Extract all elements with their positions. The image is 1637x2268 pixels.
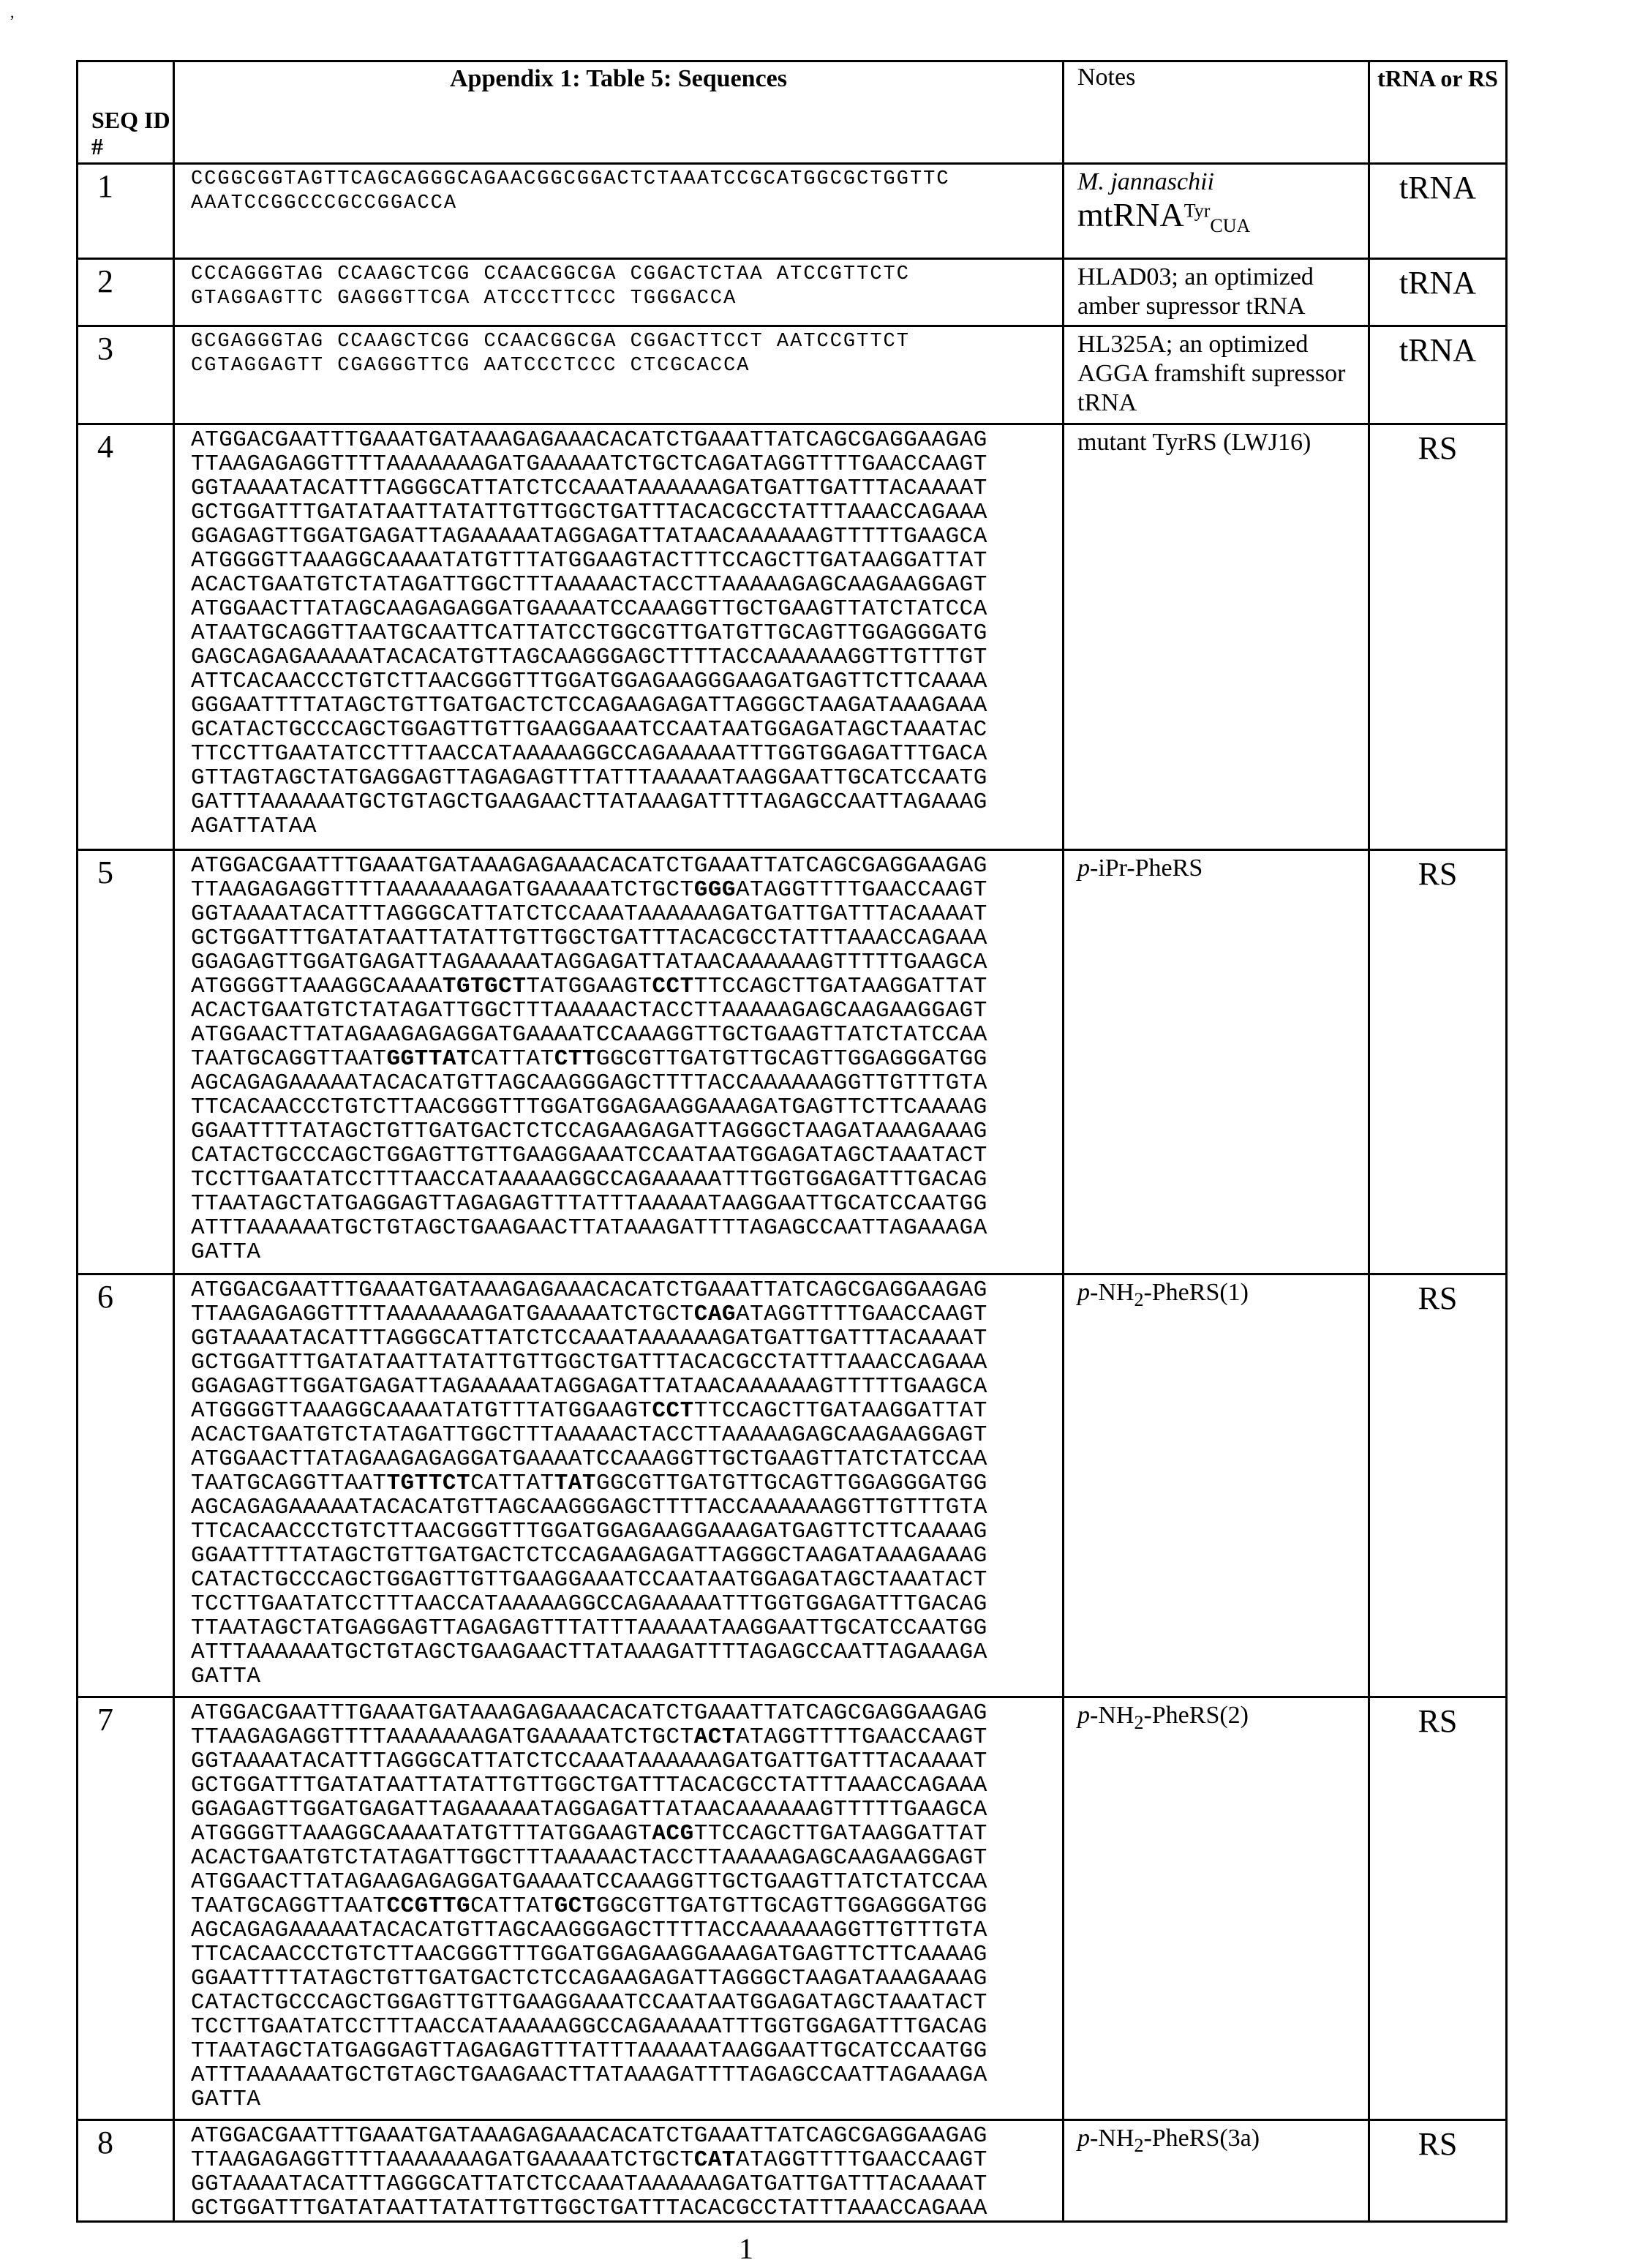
sequence-segment: ATAGGTTTTGAACCAAGT bbox=[736, 1302, 987, 1327]
sequence-line bbox=[191, 2039, 1062, 2063]
sequence-line bbox=[191, 645, 1062, 669]
sequence-segment: GATTTAAAAAATGCTGTAGCTGAAGAACTTATAAAGATTTTAGAGCCAATTAGAAAG bbox=[191, 789, 987, 815]
sequence-segment: GGCGTTGATGTTGCAGTTGGAGGGATGG bbox=[596, 1893, 987, 1919]
sequence-line bbox=[191, 573, 1062, 597]
sequence-line bbox=[191, 1144, 1062, 1168]
table-header-row bbox=[78, 61, 1507, 164]
sequence-line bbox=[191, 694, 1062, 718]
sequence-line bbox=[191, 1616, 1062, 1640]
sequence-line bbox=[191, 2196, 1062, 2220]
sequence-line bbox=[191, 1773, 1062, 1798]
sequence-segment: GATTA bbox=[191, 1239, 261, 1265]
sequence-segment: ATGGAACTTATAGCAAGAGAGGATGAAAATCCAAAGGTTGCTGAAGTTATCTATCCA bbox=[191, 596, 987, 622]
sequence-segment: TTAAGAGAGGTTTTAAAAAAAGATGAAAAATCTGCT bbox=[191, 2147, 694, 2173]
type-label: RS bbox=[1369, 424, 1507, 850]
sequence-line bbox=[191, 330, 1062, 354]
notes-text: -NH bbox=[1090, 1702, 1134, 1729]
seq-id: 2 bbox=[78, 259, 174, 326]
notes-text: -iPr-PheRS bbox=[1090, 855, 1203, 882]
sequence bbox=[174, 326, 1064, 424]
sequence-line bbox=[191, 878, 1062, 902]
sequence-segment: ATGGGGTTAAAGGCAAAATATGTTTATGGAAGTACTTTCCAGCTTGATAAGGATTAT bbox=[191, 548, 987, 574]
notes-text: -NH bbox=[1090, 1279, 1134, 1306]
mutation-codon: TAT bbox=[554, 1471, 596, 1496]
table-row bbox=[78, 164, 1507, 259]
sequence-segment: AGATTATAA bbox=[191, 814, 317, 839]
table-row bbox=[78, 259, 1507, 326]
type-label: RS bbox=[1369, 2120, 1507, 2222]
sequence-line bbox=[191, 1942, 1062, 1967]
sequence-line bbox=[191, 1326, 1062, 1351]
sequence-segment: TATGGAAGT bbox=[526, 974, 652, 999]
notes bbox=[1064, 424, 1369, 850]
notes bbox=[1064, 259, 1369, 326]
sequence-segment: TTAAGAGAGGTTTTAAAAAAAGATGAAAAATCTGCT bbox=[191, 1302, 694, 1327]
sequence-line bbox=[191, 2124, 1062, 2148]
sequence-segment: ATTTAAAAAATGCTGTAGCTGAAGAACTTATAAAGATTTTAGAGCCAATTAGAAAGA bbox=[191, 1215, 987, 1241]
seq-id: 5 bbox=[78, 850, 174, 1274]
sequence-line bbox=[191, 1192, 1062, 1216]
scan-mark: , bbox=[10, 3, 15, 22]
sequence-segment: ATGGACGAATTTGAAATGATAAAGAGAAACACATCTGAAATTATCAGCGAGGAAGAG bbox=[191, 1700, 987, 1726]
sequence-segment: TTAAGAGAGGTTTTAAAAAAAGATGAAAAATCTGCT bbox=[191, 877, 694, 903]
sequence-line bbox=[191, 2063, 1062, 2087]
sequence-segment: GTAGGAGTTC GAGGGTTCGA ATCCCTTCCC TGGGACCA bbox=[191, 288, 737, 309]
sequence-segment: GGAATTTTATAGCTGTTGATGACTCTCCAGAAGAGATTAGGGCTAAGATAAAGAAAG bbox=[191, 1543, 987, 1569]
notes-text: -PheRS(1) bbox=[1143, 1279, 1249, 1306]
sequence-line bbox=[191, 452, 1062, 476]
sequence bbox=[174, 2120, 1064, 2222]
seq-id: 6 bbox=[78, 1274, 174, 1697]
sequence-segment: ACACTGAATGTCTATAGATTGGCTTTAAAAACTACCTTAAAAAGAGCAAGAAGGAGT bbox=[191, 572, 987, 598]
table-row bbox=[78, 1274, 1507, 1697]
sequence-line bbox=[191, 1447, 1062, 1471]
notes-text: M. jannaschii bbox=[1077, 168, 1214, 195]
sequence-segment: GGAGAGTTGGATGAGATTAGAAAAATAGGAGATTATAACAAAAAAGTTTTTGAAGCA bbox=[191, 950, 987, 975]
notes-text: CUA bbox=[1210, 215, 1250, 236]
sequence-segment: GGGAATTTTATAGCTGTTGATGACTCTCCAGAAGAGATTAGGGCTAAGATAAAGAAA bbox=[191, 693, 987, 718]
sequence-segment: GGTAAAATACATTTAGGGCATTATCTCCAAATAAAAAAGATGATTGATTTACAAAAT bbox=[191, 901, 987, 927]
sequence-line bbox=[191, 2087, 1062, 2111]
sequence-segment: GGAATTTTATAGCTGTTGATGACTCTCCAGAAGAGATTAGGGCTAAGATAAAGAAAG bbox=[191, 1119, 987, 1144]
sequence-segment: GCTGGATTTGATATAATTATATTGTTGGCTGATTTACACGCCTATTTAAACCAGAAA bbox=[191, 500, 987, 525]
sequence-line bbox=[191, 1798, 1062, 1822]
sequence-segment: AGCAGAGAAAAATACACATGTTAGCAAGGGAGCTTTTACCAAAAAAGGTTGTTTGTA bbox=[191, 1918, 987, 1943]
type-label: tRNA bbox=[1369, 326, 1507, 424]
sequence-line bbox=[191, 1664, 1062, 1689]
sequence-segment: TTCCAGCTTGATAAGGATTAT bbox=[694, 1821, 987, 1847]
sequence-line bbox=[191, 1495, 1062, 1520]
notes-text: 2 bbox=[1134, 2135, 1143, 2156]
sequence-segment: TCCTTGAATATCCTTTAACCATAAAAAGGCCAGAAAAATTTGGTGGAGATTTGACAG bbox=[191, 1167, 987, 1193]
sequence-line bbox=[191, 1967, 1062, 1991]
sequence-segment: TTCCAGCTTGATAAGGATTAT bbox=[694, 974, 987, 999]
notes bbox=[1064, 2120, 1369, 2222]
seq-id: 1 bbox=[78, 164, 174, 259]
page-number: 1 bbox=[739, 2233, 753, 2265]
notes-text: mutant TyrRS (LWJ16) bbox=[1077, 429, 1311, 456]
sequence-segment: ACACTGAATGTCTATAGATTGGCTTTAAAAACTACCTTAAAAAGAGCAAGAAGGAGT bbox=[191, 998, 987, 1024]
sequence-line bbox=[191, 1870, 1062, 1894]
sequence-line bbox=[191, 999, 1062, 1023]
seq-id: 7 bbox=[78, 1697, 174, 2120]
sequence-segment: CATACTGCCCAGCTGGAGTTGTTGAAGGAAATCCAATAATGGAGATAGCTAAATACT bbox=[191, 1143, 987, 1168]
sequence-segment: ATAGGTTTTGAACCAAGT bbox=[736, 1724, 987, 1750]
sequence-line bbox=[191, 1071, 1062, 1095]
sequence-segment: TTCCAGCTTGATAAGGATTAT bbox=[694, 1398, 987, 1424]
sequence-segment: CATTAT bbox=[470, 1893, 554, 1919]
table-row bbox=[78, 326, 1507, 424]
sequence-line bbox=[191, 597, 1062, 621]
sequence-line bbox=[191, 902, 1062, 926]
sequence-line bbox=[191, 1240, 1062, 1264]
sequence-segment: CATACTGCCCAGCTGGAGTTGTTGAAGGAAATCCAATAATGGAGATAGCTAAATACT bbox=[191, 1567, 987, 1593]
sequence-line bbox=[191, 621, 1062, 645]
sequence-segment: GGAATTTTATAGCTGTTGATGACTCTCCAGAAGAGATTAGGGCTAAGATAAAGAAAG bbox=[191, 1966, 987, 1991]
sequence-segment: GGTAAAATACATTTAGGGCATTATCTCCAAATAAAAAAGATGATTGATTTACAAAAT bbox=[191, 1326, 987, 1351]
header-type: tRNA or RS bbox=[1369, 61, 1507, 164]
sequence-line bbox=[191, 1846, 1062, 1870]
notes bbox=[1064, 850, 1369, 1274]
sequence-segment: CCGGCGGTAGTTCAGCAGGGCAGAACGGCGGACTCTAAATCCGCATGGCGCTGGTTC bbox=[191, 168, 950, 190]
sequence-segment: AGCAGAGAAAAATACACATGTTAGCAAGGGAGCTTTTACCAAAAAAGGTTGTTTGTA bbox=[191, 1070, 987, 1096]
sequence-segment: CATTAT bbox=[470, 1471, 554, 1496]
sequence-segment: GCTGGATTTGATATAATTATATTGTTGGCTGATTTACACGCCTATTTAAACCAGAAA bbox=[191, 1350, 987, 1375]
sequence-segment: ATAATGCAGGTTAATGCAATTCATTATCCTGGCGTTGATGTTGCAGTTGGAGGGATG bbox=[191, 620, 987, 646]
sequence-segment: TTCACAACCCTGTCTTAACGGGTTTGGATGGAGAAGGAAAGATGAGTTCTTCAAAAG bbox=[191, 1519, 987, 1544]
mutation-codon: GGG bbox=[694, 877, 736, 903]
notes-text: -PheRS(3a) bbox=[1143, 2125, 1260, 2152]
seq-id: 4 bbox=[78, 424, 174, 850]
sequence-line bbox=[191, 766, 1062, 790]
sequence-segment: GCATACTGCCCAGCTGGAGTTGTTGAAGGAAATCCAATAATGGAGATAGCTAAATAC bbox=[191, 717, 987, 743]
sequence-segment: ATGGGGTTAAAGGCAAAA bbox=[191, 974, 443, 999]
sequence-segment: TTCACAACCCTGTCTTAACGGGTTTGGATGGAGAAGGAAAGATGAGTTCTTCAAAAG bbox=[191, 1942, 987, 1967]
sequence-segment: GGCGTTGATGTTGCAGTTGGAGGGATGG bbox=[596, 1046, 987, 1072]
sequence-segment: TAATGCAGGTTAAT bbox=[191, 1046, 386, 1072]
sequence-segment: ACACTGAATGTCTATAGATTGGCTTTAAAAACTACCTTAAAAAGAGCAAGAAGGAGT bbox=[191, 1422, 987, 1448]
sequence-segment: GATTA bbox=[191, 2087, 261, 2112]
sequence-line bbox=[191, 1749, 1062, 1773]
sequence bbox=[174, 1274, 1064, 1697]
sequence-segment: TTCCTTGAATATCCTTTAACCATAAAAAGGCCAGAAAAATTTGGTGGAGATTTGACA bbox=[191, 741, 987, 767]
sequence-line bbox=[191, 500, 1062, 525]
type-label: RS bbox=[1369, 850, 1507, 1274]
sequence-line bbox=[191, 1095, 1062, 1119]
sequence-line bbox=[191, 1725, 1062, 1749]
mutation-codon: TGTTCT bbox=[386, 1471, 470, 1496]
sequence-line bbox=[191, 1991, 1062, 2015]
sequence-line bbox=[191, 168, 1062, 192]
notes bbox=[1064, 164, 1369, 259]
table-row bbox=[78, 424, 1507, 850]
sequence-segment: TCCTTGAATATCCTTTAACCATAAAAAGGCCAGAAAAATTTGGTGGAGATTTGACAG bbox=[191, 1591, 987, 1617]
sequence-line bbox=[191, 1423, 1062, 1447]
mutation-codon: CAT bbox=[694, 2147, 736, 2173]
header-seq-id: SEQ ID # bbox=[78, 61, 174, 164]
sequence-segment: ATTTAAAAAATGCTGTAGCTGAAGAACTTATAAAGATTTTAGAGCCAATTAGAAAGA bbox=[191, 2062, 987, 2088]
type-label: RS bbox=[1369, 1274, 1507, 1697]
sequence-segment: GAGCAGAGAAAAATACACATGTTAGCAAGGGAGCTTTTACCAAAAAAGGTTGTTTGT bbox=[191, 645, 987, 670]
sequence-segment: GCGAGGGTAG CCAAGCTCGG CCAACGGCGA CGGACTTCCT AATCCGTTCT bbox=[191, 331, 910, 353]
notes bbox=[1064, 326, 1369, 424]
sequence-line bbox=[191, 1351, 1062, 1375]
sequence-segment: ATGGAACTTATAGAAGAGAGGATGAAAATCCAAAGGTTGCTGAAGTTATCTATCCAA bbox=[191, 1446, 987, 1472]
mutation-codon: CCT bbox=[652, 1398, 693, 1424]
sequence-segment: TCCTTGAATATCCTTTAACCATAAAAAGGCCAGAAAAATTTGGTGGAGATTTGACAG bbox=[191, 2014, 987, 2040]
sequence-segment: ATAGGTTTTGAACCAAGT bbox=[736, 2147, 987, 2173]
notes-text: p bbox=[1077, 855, 1090, 882]
sequence-line bbox=[191, 263, 1062, 287]
sequence-line bbox=[191, 950, 1062, 975]
sequence-line bbox=[191, 1168, 1062, 1192]
header-notes: Notes bbox=[1064, 61, 1369, 164]
sequence-segment: TTAAGAGAGGTTTTAAAAAAAGATGAAAAATCTGCT bbox=[191, 1724, 694, 1750]
sequence-line bbox=[191, 476, 1062, 500]
sequence-segment: CATTAT bbox=[470, 1046, 554, 1072]
sequence-segment: ATGGGGTTAAAGGCAAAATATGTTTATGGAAGT bbox=[191, 1821, 652, 1847]
notes-text: mtRNA bbox=[1077, 196, 1184, 233]
sequence-segment: GTTAGTAGCTATGAGGAGTTAGAGAGTTTATTTAAAAATAAGGAATTGCATCCAATG bbox=[191, 765, 987, 791]
sequence-line bbox=[191, 1471, 1062, 1495]
seq-id: 8 bbox=[78, 2120, 174, 2222]
sequence-line bbox=[191, 428, 1062, 452]
sequence-line bbox=[191, 1894, 1062, 1918]
notes bbox=[1064, 1274, 1369, 1697]
table-title: Appendix 1: Table 5: Sequences bbox=[174, 61, 1064, 164]
sequence-line bbox=[191, 742, 1062, 766]
sequence-line bbox=[191, 2172, 1062, 2196]
sequence-line bbox=[191, 1375, 1062, 1399]
notes bbox=[1064, 1697, 1369, 2120]
mutation-codon: CCT bbox=[652, 974, 693, 999]
sequence-line bbox=[191, 975, 1062, 999]
sequence-line bbox=[191, 1119, 1062, 1144]
sequence-segment: ATGGACGAATTTGAAATGATAAAGAGAAACACATCTGAAATTATCAGCGAGGAAGAG bbox=[191, 1277, 987, 1303]
sequence-segment: TTAAGAGAGGTTTTAAAAAAAGATGAAAAATCTGCTCAGATAGGTTTTGAACCAAGT bbox=[191, 451, 987, 477]
sequence-line bbox=[191, 854, 1062, 878]
type-label: tRNA bbox=[1369, 259, 1507, 326]
sequence-segment: GGAGAGTTGGATGAGATTAGAAAAATAGGAGATTATAACAAAAAAGTTTTTGAAGCA bbox=[191, 1797, 987, 1822]
sequence-segment: TAATGCAGGTTAAT bbox=[191, 1471, 386, 1496]
mutation-codon: CCGTTG bbox=[386, 1893, 470, 1919]
sequence-line bbox=[191, 814, 1062, 838]
type-label: RS bbox=[1369, 1697, 1507, 2120]
sequence-segment: GGTAAAATACATTTAGGGCATTATCTCCAAATAAAAAAGATGATTGATTTACAAAAT bbox=[191, 2171, 987, 2197]
sequence bbox=[174, 1697, 1064, 2120]
type-label: tRNA bbox=[1369, 164, 1507, 259]
table-row bbox=[78, 1697, 1507, 2120]
sequence-line bbox=[191, 287, 1062, 311]
sequence-segment: ATGGAACTTATAGAAGAGAGGATGAAAATCCAAAGGTTGCTGAAGTTATCTATCCAA bbox=[191, 1022, 987, 1048]
sequence-line bbox=[191, 1302, 1062, 1326]
sequence-line bbox=[191, 354, 1062, 378]
sequence-line bbox=[191, 549, 1062, 573]
table-row bbox=[78, 850, 1507, 1274]
sequence-line bbox=[191, 1701, 1062, 1725]
notes-text: 2 bbox=[1134, 1712, 1143, 1733]
sequence-line bbox=[191, 525, 1062, 549]
table-row bbox=[78, 2120, 1507, 2222]
sequence-segment: CATACTGCCCAGCTGGAGTTGTTGAAGGAAATCCAATAATGGAGATAGCTAAATACT bbox=[191, 1990, 987, 2016]
sequence-segment: GATTA bbox=[191, 1664, 261, 1689]
sequence-line bbox=[191, 1544, 1062, 1568]
notes-text: p bbox=[1077, 1279, 1090, 1306]
sequence-segment: ACACTGAATGTCTATAGATTGGCTTTAAAAACTACCTTAAAAAGAGCAAGAAGGAGT bbox=[191, 1845, 987, 1871]
sequence bbox=[174, 164, 1064, 259]
sequence-line bbox=[191, 1592, 1062, 1616]
notes-text: 2 bbox=[1134, 1289, 1143, 1310]
sequence-segment: ATGGGGTTAAAGGCAAAATATGTTTATGGAAGT bbox=[191, 1398, 652, 1424]
notes-text: p bbox=[1077, 1702, 1090, 1729]
sequence-segment: GCTGGATTTGATATAATTATATTGTTGGCTGATTTACACGCCTATTTAAACCAGAAA bbox=[191, 925, 987, 951]
sequence-segment: GCTGGATTTGATATAATTATATTGTTGGCTGATTTACACGCCTATTTAAACCAGAAA bbox=[191, 2196, 987, 2221]
mutation-codon: ACG bbox=[652, 1821, 693, 1847]
mutation-codon: CTT bbox=[554, 1046, 596, 1072]
sequence-line bbox=[191, 1399, 1062, 1423]
notes-text: -PheRS(2) bbox=[1143, 1702, 1249, 1729]
sequence-line bbox=[191, 1822, 1062, 1846]
sequence-line bbox=[191, 1216, 1062, 1240]
seq-id: 3 bbox=[78, 326, 174, 424]
sequence-line bbox=[191, 1520, 1062, 1544]
sequence bbox=[174, 850, 1064, 1274]
notes-text: HLAD03; an optimized amber supressor tRNA bbox=[1077, 263, 1314, 320]
sequence-line bbox=[191, 718, 1062, 742]
sequence bbox=[174, 424, 1064, 850]
sequence-segment: GCTGGATTTGATATAATTATATTGTTGGCTGATTTACACGCCTATTTAAACCAGAAA bbox=[191, 1773, 987, 1798]
sequence-line bbox=[191, 2015, 1062, 2039]
sequence-line bbox=[191, 1640, 1062, 1664]
sequence-line bbox=[191, 1047, 1062, 1071]
sequence-line bbox=[191, 1278, 1062, 1302]
mutation-codon: TGTGCT bbox=[443, 974, 527, 999]
sequence-segment: ATTTAAAAAATGCTGTAGCTGAAGAACTTATAAAGATTTTAGAGCCAATTAGAAAGA bbox=[191, 1640, 987, 1665]
notes-text: -NH bbox=[1090, 2125, 1134, 2152]
sequence bbox=[174, 259, 1064, 326]
notes-text: Tyr bbox=[1184, 200, 1211, 222]
sequence-line bbox=[191, 1023, 1062, 1047]
sequence-segment: ATTCACAACCCTGTCTTAACGGGTTTGGATGGAGAAGGGAAGATGAGTTCTTCAAAA bbox=[191, 669, 987, 694]
sequence-segment: CCCAGGGTAG CCAAGCTCGG CCAACGGCGA CGGACTCTAA ATCCGTTCTC bbox=[191, 263, 910, 285]
sequence-segment: GGTAAAATACATTTAGGGCATTATCTCCAAATAAAAAAGATGATTGATTTACAAAAT bbox=[191, 476, 987, 501]
mutation-codon: GCT bbox=[554, 1893, 596, 1919]
sequence-segment: TTCACAACCCTGTCTTAACGGGTTTGGATGGAGAAGGAAAGATGAGTTCTTCAAAAG bbox=[191, 1094, 987, 1120]
mutation-codon: CAG bbox=[694, 1302, 736, 1327]
sequence-segment: GGCGTTGATGTTGCAGTTGGAGGGATGG bbox=[596, 1471, 987, 1496]
sequence-line bbox=[191, 790, 1062, 814]
sequence-segment: ATAGGTTTTGAACCAAGT bbox=[736, 877, 987, 903]
notes-text: p bbox=[1077, 2125, 1090, 2152]
mutation-codon: ACT bbox=[694, 1724, 736, 1750]
sequence-segment: AAATCCGGCCCGCCGGACCA bbox=[191, 192, 457, 214]
sequence-segment: ATGGACGAATTTGAAATGATAAAGAGAAACACATCTGAAATTATCAGCGAGGAAGAG bbox=[191, 2123, 987, 2149]
sequences-table bbox=[76, 60, 1508, 2223]
sequence-segment: TTAATAGCTATGAGGAGTTAGAGAGTTTATTTAAAAATAAGGAATTGCATCCAATGG bbox=[191, 1615, 987, 1641]
sequence-line bbox=[191, 1918, 1062, 1942]
mutation-codon: GGTTAT bbox=[386, 1046, 470, 1072]
sequence-segment: ATGGACGAATTTGAAATGATAAAGAGAAACACATCTGAAATTATCAGCGAGGAAGAG bbox=[191, 427, 987, 453]
sequence-segment: TTAATAGCTATGAGGAGTTAGAGAGTTTATTTAAAAATAAGGAATTGCATCCAATGG bbox=[191, 1191, 987, 1217]
sequence-line bbox=[191, 669, 1062, 694]
notes-text: HL325A; an optimized AGGA framshift supressor tRNA bbox=[1077, 331, 1345, 416]
sequence-segment: GGAGAGTTGGATGAGATTAGAAAAATAGGAGATTATAACAAAAAAGTTTTTGAAGCA bbox=[191, 1374, 987, 1400]
sequence-segment: AGCAGAGAAAAATACACATGTTAGCAAGGGAGCTTTTACCAAAAAAGGTTGTTTGTA bbox=[191, 1495, 987, 1520]
sequence-segment: ATGGAACTTATAGAAGAGAGGATGAAAATCCAAAGGTTGCTGAAGTTATCTATCCAA bbox=[191, 1869, 987, 1895]
sequence-segment: CGTAGGAGTT CGAGGGTTCG AATCCCTCCC CTCGCACCA bbox=[191, 355, 750, 377]
sequence-segment: GGAGAGTTGGATGAGATTAGAAAAATAGGAGATTATAACAAAAAAGTTTTTGAAGCA bbox=[191, 524, 987, 549]
sequence-segment: TTAATAGCTATGAGGAGTTAGAGAGTTTATTTAAAAATAAGGAATTGCATCCAATGG bbox=[191, 2038, 987, 2064]
sequence-line bbox=[191, 2148, 1062, 2172]
sequence-segment: ATGGACGAATTTGAAATGATAAAGAGAAACACATCTGAAATTATCAGCGAGGAAGAG bbox=[191, 853, 987, 879]
sequence-line bbox=[191, 1568, 1062, 1592]
sequence-line bbox=[191, 926, 1062, 950]
sequence-segment: GGTAAAATACATTTAGGGCATTATCTCCAAATAAAAAAGATGATTGATTTACAAAAT bbox=[191, 1749, 987, 1774]
sequence-segment: TAATGCAGGTTAAT bbox=[191, 1893, 386, 1919]
sequence-line bbox=[191, 192, 1062, 216]
